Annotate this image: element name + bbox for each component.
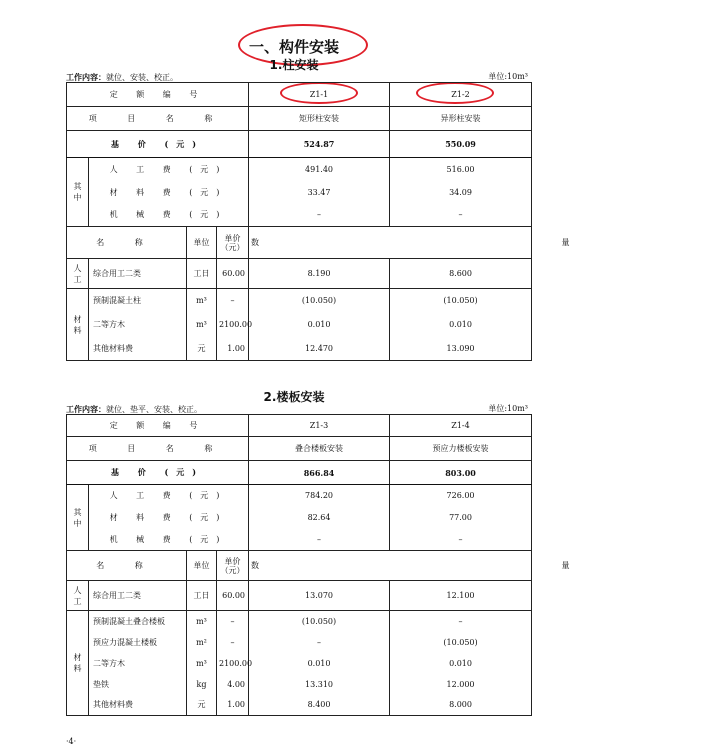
machine-cost: – — [249, 529, 390, 551]
quota-code: Z1-2 — [390, 83, 532, 107]
material-cost-label: 材 料 费 (元) — [109, 513, 228, 522]
page-number: ·4· — [66, 737, 77, 746]
code-row — [67, 415, 532, 437]
labor-cost: 726.00 — [390, 485, 532, 507]
name-column-header: 名 称 — [96, 238, 157, 247]
section-2-quota-table — [66, 414, 720, 716]
resource-name: 其他材料费 — [89, 337, 187, 361]
resource-quantity: (10.050) — [249, 611, 390, 632]
labor-cost-label: 人 工 费 (元) — [109, 491, 228, 501]
work-content-text: 就位、垫平、安装、校正。 — [106, 405, 202, 414]
quota-code: Z1-4 — [390, 415, 532, 437]
base-price: 866.84 — [249, 461, 390, 485]
labor-cost-label: 人 工 费 (元) — [109, 164, 228, 174]
resource-unit: m³ — [187, 611, 217, 632]
price-column-header — [217, 227, 249, 259]
item-label: 项 目 名 称 — [88, 444, 227, 453]
base-price-row — [67, 461, 532, 485]
section-2-unit: 单位:10m³ — [488, 404, 528, 413]
resource-quantity: 13.070 — [249, 581, 390, 611]
base-price: 524.87 — [249, 131, 390, 158]
table-row — [67, 674, 532, 695]
resource-unit: m³ — [187, 313, 217, 337]
labor-cost: 491.40 — [249, 158, 390, 181]
resource-price: 4.00 — [217, 674, 249, 695]
quantity-column-header: 数 量 — [251, 561, 720, 570]
resource-price: – — [217, 632, 249, 653]
table-row — [67, 259, 532, 289]
base-price-label: 基 价 (元) — [110, 138, 205, 149]
of-which-label: 其中 — [73, 507, 82, 528]
machine-cost-row — [67, 529, 532, 551]
resource-unit: m² — [187, 632, 217, 653]
resource-quantity: 0.010 — [249, 313, 390, 337]
base-price: 803.00 — [390, 461, 532, 485]
resource-price: 1.00 — [217, 337, 249, 361]
resource-price: 2100.00 — [217, 313, 249, 337]
resource-quantity: 8.190 — [249, 259, 390, 289]
table-row — [67, 337, 532, 361]
price-header-line-2: （元） — [220, 565, 245, 575]
section-2-title: 2.楼板安装 — [263, 390, 325, 404]
resource-quantity: 13.090 — [390, 337, 532, 361]
labor-cost: 784.20 — [249, 485, 390, 507]
resource-unit: m³ — [187, 653, 217, 674]
resource-quantity: 8.000 — [390, 695, 532, 716]
quantity-column-header: 数 量 — [251, 238, 720, 247]
material-cost-label: 材 料 费 (元) — [109, 187, 228, 197]
resource-price: 60.00 — [217, 259, 249, 289]
resource-quantity: 8.400 — [249, 695, 390, 716]
quota-code: Z1-1 — [249, 83, 390, 107]
resource-name: 综合用工二类 — [89, 581, 187, 611]
machine-cost-label: 机 械 费 (元) — [109, 534, 228, 544]
resource-price: 60.00 — [217, 581, 249, 611]
quota-code: Z1-3 — [249, 415, 390, 437]
resource-price: – — [217, 289, 249, 313]
item-name: 叠合楼板安装 — [249, 437, 390, 461]
material-cost: 77.00 — [390, 507, 532, 529]
resource-quantity: (10.050) — [390, 632, 532, 653]
group-label-labor: 人工 — [73, 263, 82, 284]
table-row — [67, 653, 532, 674]
item-name: 预应力楼板安装 — [390, 437, 532, 461]
section-1-quota-table — [66, 82, 720, 361]
work-content-label: 工作内容： — [66, 72, 106, 82]
work-content-label: 工作内容： — [66, 404, 106, 414]
machine-cost-label: 机 械 费 (元) — [109, 210, 228, 220]
machine-cost: – — [390, 529, 532, 551]
group-label-labor: 人工 — [73, 585, 82, 606]
resource-quantity: 0.010 — [390, 653, 532, 674]
machine-cost: – — [390, 204, 532, 227]
material-cost: 82.64 — [249, 507, 390, 529]
base-price: 550.09 — [390, 131, 532, 158]
resource-quantity: 0.010 — [249, 653, 390, 674]
resource-name: 二等方木 — [89, 653, 187, 674]
resource-unit: 元 — [187, 695, 217, 716]
resource-quantity: – — [249, 632, 390, 653]
unit-column-header: 单位 — [187, 551, 217, 581]
resource-name: 垫铁 — [89, 674, 187, 695]
resource-price: 2100.00 — [217, 653, 249, 674]
resource-price: 1.00 — [217, 695, 249, 716]
table-row — [67, 289, 532, 313]
material-cost: 33.47 — [249, 181, 390, 204]
table-row — [67, 313, 532, 337]
price-header-line-1: 单价 — [224, 556, 241, 566]
code-label: 定 额 编 号 — [109, 90, 206, 99]
item-name: 异形柱安装 — [390, 107, 532, 131]
labor-cost-row — [67, 485, 532, 507]
item-name: 矩形柱安装 — [249, 107, 390, 131]
page-title: 一、构件安装 — [248, 38, 339, 56]
name-column-header: 名 称 — [96, 561, 157, 570]
machine-cost: – — [249, 204, 390, 227]
section-1-unit: 单位:10m³ — [488, 72, 528, 81]
of-which-label: 其中 — [73, 182, 82, 202]
resource-price: – — [217, 611, 249, 632]
machine-cost-row — [67, 204, 532, 227]
price-column-header — [217, 551, 249, 581]
labor-cost-row — [67, 158, 532, 181]
table-row — [67, 611, 532, 632]
table-row — [67, 632, 532, 653]
resource-quantity: – — [390, 611, 532, 632]
labor-cost: 516.00 — [390, 158, 532, 181]
resource-quantity: 0.010 — [390, 313, 532, 337]
material-cost-row — [67, 181, 532, 204]
resource-unit: 元 — [187, 337, 217, 361]
item-label: 项 目 名 称 — [88, 114, 227, 123]
base-price-label: 基 价 (元) — [110, 467, 205, 477]
group-label-material: 材料 — [73, 314, 82, 335]
code-row — [67, 83, 532, 107]
price-header-line-2: （元） — [220, 242, 245, 252]
resource-quantity: 13.310 — [249, 674, 390, 695]
code-label: 定 额 编 号 — [109, 421, 206, 430]
section-1-title: 1.柱安装 — [269, 58, 319, 72]
resource-unit: 工日 — [187, 581, 217, 611]
resource-name: 预制混凝土叠合楼板 — [89, 611, 187, 632]
resource-header-row — [67, 551, 532, 581]
resource-name: 预应力混凝土楼板 — [89, 632, 187, 653]
resource-name: 二等方木 — [89, 313, 187, 337]
resource-name: 综合用工二类 — [89, 259, 187, 289]
table-row — [67, 581, 532, 611]
resource-quantity: (10.050) — [249, 289, 390, 313]
resource-quantity: 12.100 — [390, 581, 532, 611]
resource-name: 其他材料费 — [89, 695, 187, 716]
item-name-row — [67, 107, 532, 131]
group-label-material: 材料 — [73, 653, 82, 673]
price-header-line-1: 单价 — [224, 233, 241, 243]
resource-quantity: 8.600 — [390, 259, 532, 289]
item-name-row — [67, 437, 532, 461]
unit-column-header: 单位 — [187, 227, 217, 259]
resource-unit: 工日 — [187, 259, 217, 289]
work-content-text: 就位、安装、校正。 — [106, 73, 178, 82]
resource-header-row — [67, 227, 532, 259]
resource-quantity: 12.470 — [249, 337, 390, 361]
material-cost: 34.09 — [390, 181, 532, 204]
resource-name: 预制混凝土柱 — [89, 289, 187, 313]
resource-quantity: (10.050) — [390, 289, 532, 313]
resource-quantity: 12.000 — [390, 674, 532, 695]
resource-unit: kg — [187, 674, 217, 695]
resource-unit: m³ — [187, 289, 217, 313]
base-price-row — [67, 131, 532, 158]
table-row — [67, 695, 532, 716]
material-cost-row — [67, 507, 532, 529]
